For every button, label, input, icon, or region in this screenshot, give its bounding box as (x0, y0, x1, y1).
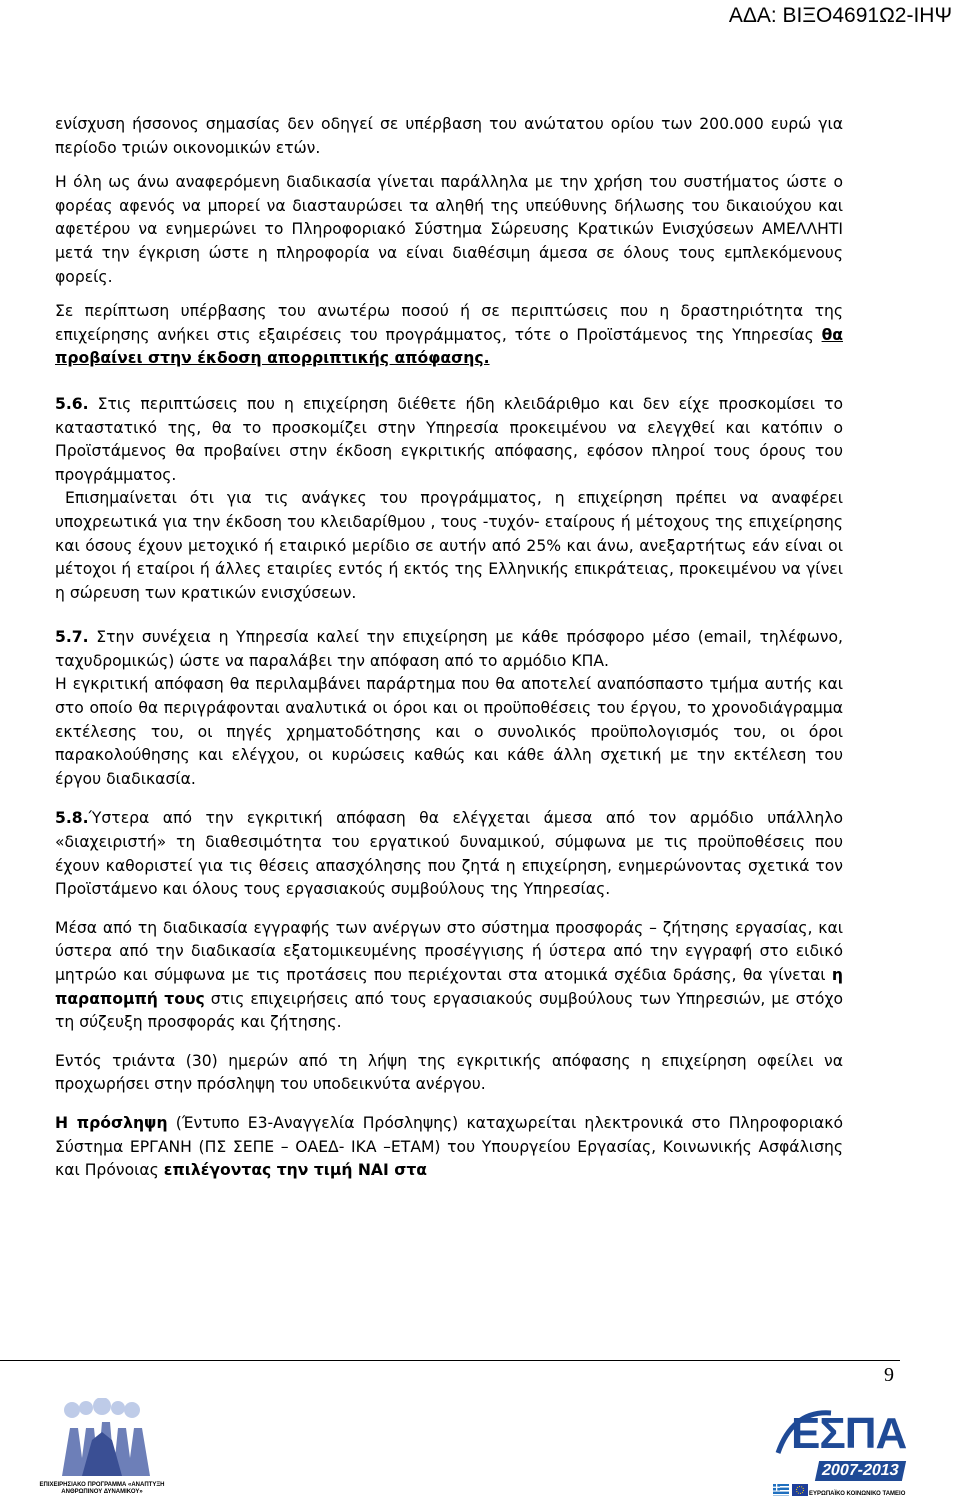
human-figures-icon (22, 1398, 182, 1478)
exceedance-text: Σε περίπτωση υπέρβασης του ανωτέρω ποσού ή σε περιπτώσεις που η δραστηριότητα της επιχείρησης ανήκει στις εξαιρέσεις του προγράμματος, τότε ο Προϊστάμενος της Υπηρεσίας (55, 302, 843, 344)
espa-years: 2007-2013 (815, 1461, 906, 1481)
section-5-7-number: 5.7. (55, 628, 89, 647)
paragraph-thirty-days: Εντός τριάντα (30) ημερών από τη λήψη της εγκριτικής απόφασης η επιχείρηση οφείλει να προχωρήσει στην πρόσληψη του υποδεικνύτα ανέργου. (55, 1051, 843, 1094)
section-5-8-text: Ύστερα από την εγκριτική απόφαση θα ελέγχεται άμεσα από τον αρμόδιο υπάλληλο «διαχειριστή» τη διαθεσιμότητα του εργατικού δυναμικού, σύμφωνα με τις προϋποθέσεις που έχουν καθοριστεί για τις θέσεις απασχόλησης που ζητά η επιχείρηση, ενημερώνοντας σχετικά τον Προϊστάμενο και όλους τους εργασιακούς συμβούλους της Υπηρεσίας. (55, 809, 843, 899)
section-5-7-text: Στην συνέχεια η Υπηρεσία καλεί την επιχείρηση με κάθε πρόσφορο μέσο (email, τηλέφωνο, ταχυδρομικώς) ώστε να παραλάβει την απόφαση από το αρμόδιο ΚΠΑ. (55, 628, 843, 670)
section-5-6-number: 5.6. (55, 394, 89, 413)
document-body (55, 113, 843, 1183)
paragraph-referral (55, 917, 843, 1035)
hiring-emphasis-end: επιλέγοντας την τιμή ΝΑΙ στα (163, 1161, 428, 1180)
section-5-7-annex: Η εγκριτική απόφαση θα περιλαμβάνει παράρτημα που θα αποτελεί αναπόσπαστο τμήμα αυτής και στο οποίο θα περιγράφονται αναλυτικά οι όροι και οι προϋποθέσεις του έργου, το χρονοδιάγραμμα εκτέλεσης του, οι πηγές χρηματοδότησης και ο συνολικός προϋπολογισμός του, οι όροι παρακολούθησης και ελέγχου, οι κυρώσεις καθώς και κάθε άλλη σχετική με την εκτέλεση του έργου διαδικασία. (55, 675, 843, 788)
ada-header: ΑΔΑ: ΒΙΞΟ4691Ω2-ΙΗΨ (728, 4, 952, 27)
referral-emphasis: η παραπομπή τους (55, 966, 843, 1008)
section-5-8-number: 5.8. (55, 809, 89, 828)
paragraph-hiring (55, 1112, 843, 1183)
exceedance-rejection-emphasis: θα προβαίνει στην έκδοση απορριπτικής απόφασης. (55, 325, 843, 368)
section-5-6 (55, 393, 843, 487)
hiring-text: (Έντυπο Ε3-Αναγγελία Πρόσληψης) καταχωρείται ηλεκτρονικά στο Πληροφοριακό Σύστημα ΕΡΓΑΝΗ (ΠΣ ΣΕΠΕ – ΟΑΕΔ- ΙΚΑ –ΕΤΑΜ) του Υπουργείου Εργασίας, Κοινωνικής Ασφάλισης και Πρόνοιας (55, 1113, 843, 1180)
section-5-6-note: Επισημαίνεται ότι για τις ανάγκες του προγράμματος, η επιχείρηση πρέπει να αναφέρει υποχρεωτικά για την έκδοση του κλειδαρίθμου , τους -τυχόν- εταίρους ή μέτοχους της επιχείρησης και όσους έχουν μετοχικό ή εταιρικό μερίδιο σε αυτήν από 25% και άνω, ανεξαρτήτως εάν είναι οι μέτοχοι ή εταίροι ή άλλες εταιρίες εντός ή εκτός της Ελληνικής επικράτειας, προκειμένου να γίνει η σώρευση των κρατικών ενισχύσεων. (55, 489, 843, 602)
referral-text: Μέσα από τη διαδικασία εγγραφής των ανέργων στο σύστημα προσφοράς – ζήτησης εργασίας, και ύστερα από την διαδικασία εξατομικευμένης προσέγγισης ή ύστερα από την εγγραφή στο ειδικό μητρώο και σύμφωνα με τις προτάσεις που περιέχονται στα ατομικά σχέδια δράσης, θα γίνεται (55, 918, 843, 984)
paragraph-aid-limit: ενίσχυση ήσσονος σημασίας δεν οδηγεί σε υπέρβαση του ανώτατου ορίου των 200.000 ευρώ για περίοδο τριών οικονομικών ετών. (55, 115, 843, 157)
paragraph-exceedance (55, 300, 843, 371)
operational-programme-text: ΕΠΙΧΕΙΡΗΣΙΑΚΟ ΠΡΟΓΡΑΜΜΑ «ΑΝΑΠΤΥΞΗ ΑΝΘΡΩΠΙΝΟΥ ΔΥΝΑΜΙΚΟΥ» (39, 1482, 165, 1495)
page-number: 9 (884, 1364, 894, 1386)
operational-programme-logo (22, 1398, 182, 1502)
section-5-7 (55, 626, 843, 673)
section-5-8 (55, 807, 843, 901)
espa-caption: ΕΥΡΩΠΑΪΚΟ ΚΟΙΝΩΝΙΚΟ ΤΑΜΕΙΟ (809, 1491, 906, 1497)
flags-icon (773, 1484, 809, 1498)
footer-divider (0, 1360, 900, 1361)
espa-logo (773, 1405, 943, 1505)
section-5-6-text: Στις περιπτώσεις που η επιχείρηση διέθετε ήδη κλειδάριθμο και δεν είχε προσκομίσει το καταστατικό της, θα το προσκομίζει στην Υπηρεσία προκειμένου να ελεγχθεί και κατόπιν ο Προϊστάμενος θα προβαίνει στην έκδοση εγκριτικής απόφασης, εφόσον πληροί τους όρους του προγράμματος. (55, 394, 844, 484)
hiring-emphasis: Η πρόσληψη (55, 1113, 168, 1132)
espa-wordmark: ΕΣΠΑ (791, 1409, 907, 1458)
referral-text-after: στις επιχειρήσεις από τους εργασιακούς συμβούλους των Υπηρεσιών, με στόχο τη σύζευξη προσφοράς και ζήτησης. (55, 989, 843, 1032)
paragraph-system-procedure: Η όλη ως άνω αναφερόμενη διαδικασία γίνεται παράλληλα με την χρήση του συστήματος ώστε ο φορέας αφενός να μπορεί να διασταυρώσει τα αληθή της υπεύθυνης δήλωσης του δικαιούχου και αφετέρου να ενημερώνει το Πληροφοριακό Σύστημα Σώρευσης Κρατικών Ενισχύσεων ΑΜΕΛΛΗΤΙ μετά την έγκριση ώστε η πληροφορία να είναι διαθέσιμη άμεσα σε όλους τους εμπλεκόμενους φορείς. (55, 173, 843, 286)
